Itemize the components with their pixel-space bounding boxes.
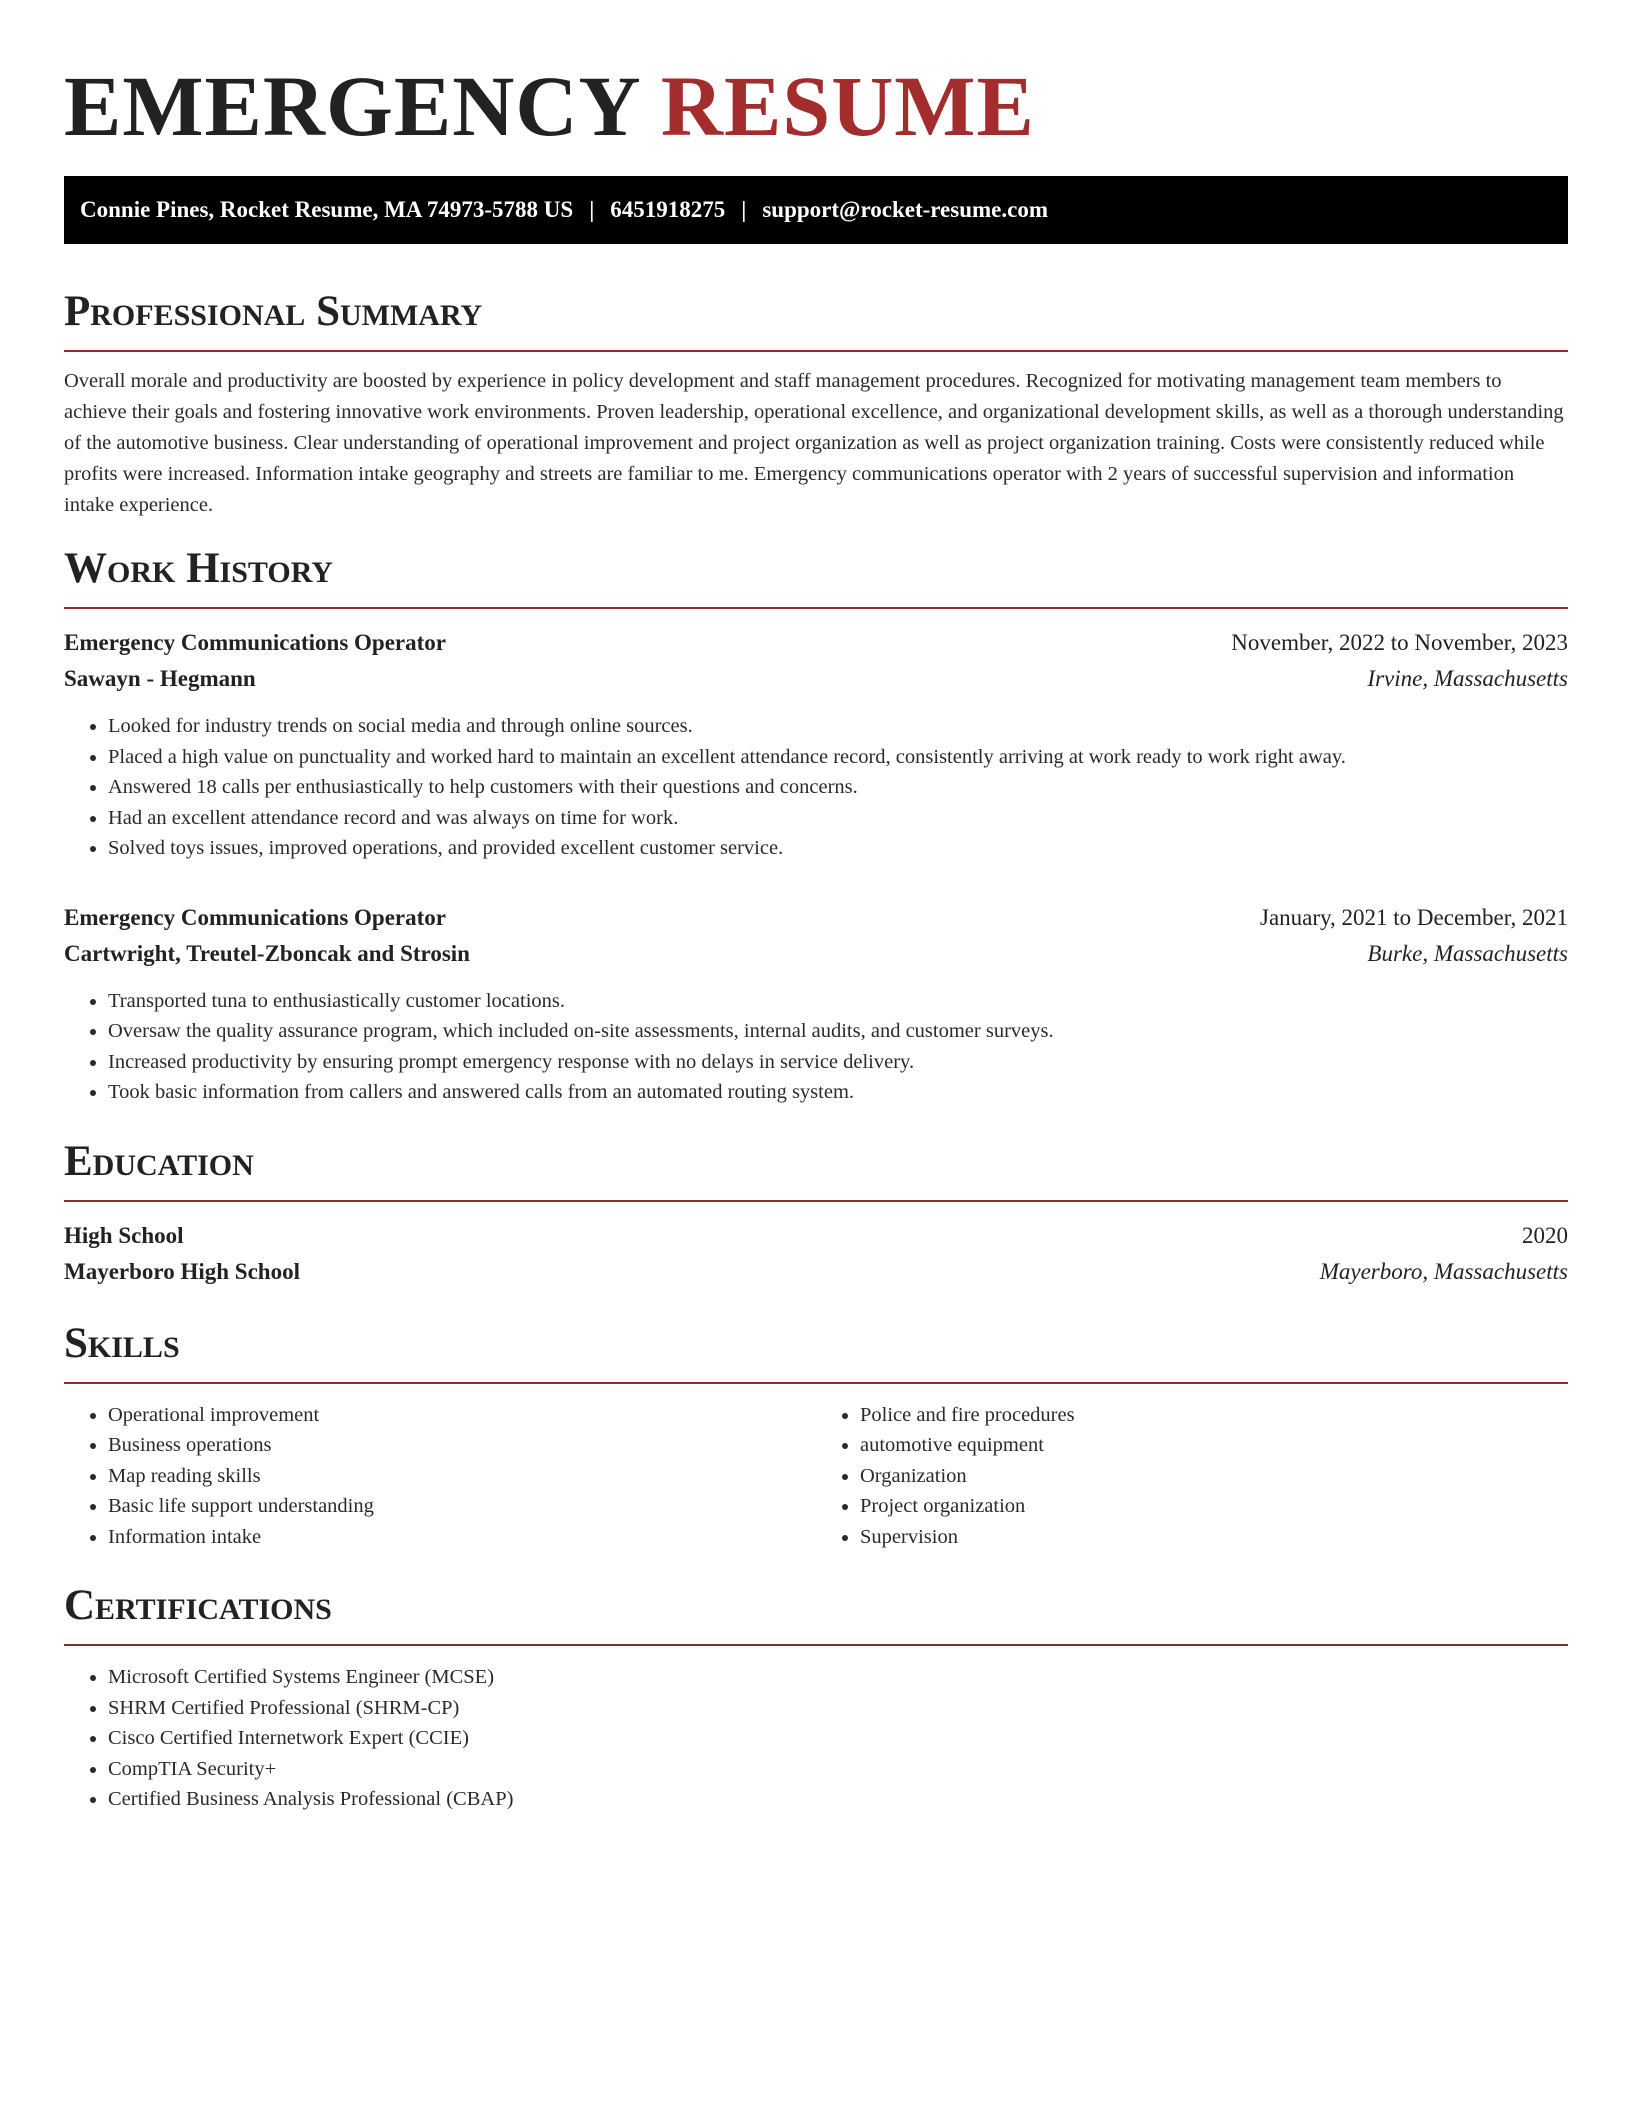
list-item: • Solved toys issues, improved operations, and provided excellent customer service. — [108, 833, 1568, 864]
job-duties-list — [64, 986, 1568, 1108]
job-entry — [64, 900, 1568, 1108]
education-section — [64, 1136, 1568, 1290]
summary-text: Overall morale and productivity are boosted by experience in policy development and staff management procedures. Recognized for motivating management team members to achieve their goals and fostering innovative work environments. Proven leadership, operational excellence, and organizational development skills, as well as a thorough understanding of the automotive business. Clear understanding of operational improvement and project organization as well as project organization training. Costs were consistently reduced while profits were increased. Information intake geography and streets are familiar to me. Emergency communications operator with 2 years of successful supervision and information intake experience. — [64, 370, 1564, 516]
work-history-section — [64, 543, 1568, 1108]
job-header-row — [64, 625, 1568, 661]
title-part-2: RESUME — [660, 58, 1035, 154]
job-entry — [64, 625, 1568, 864]
list-item: • Information intake — [108, 1522, 816, 1553]
contact-email: support@rocket-resume.com — [762, 197, 1048, 222]
list-item: • Took basic information from callers and answered calls from an automated routing system. — [108, 1077, 1568, 1108]
list-item: • Looked for industry trends on social media and through online sources. — [108, 711, 1568, 742]
list-item: • Increased productivity by ensuring prompt emergency response with no delays in service delivery. — [108, 1047, 1568, 1078]
education-degree: High School — [64, 1222, 184, 1248]
list-item: • Microsoft Certified Systems Engineer (MCSE) — [108, 1662, 1568, 1693]
list-item: • Police and fire procedures — [860, 1400, 1568, 1431]
job-company-row — [64, 661, 1568, 697]
job-duties-list — [64, 711, 1568, 864]
section-divider — [64, 607, 1568, 609]
job-title: Emergency Communications Operator — [64, 630, 446, 655]
certifications-heading: Certifications — [64, 1582, 332, 1629]
summary-heading: Professional Summary — [64, 288, 483, 335]
list-item: • Project organization — [860, 1491, 1568, 1522]
job-location: Burke, Massachusetts — [1367, 940, 1568, 966]
work-history-heading: Work History — [64, 545, 333, 592]
education-location: Mayerboro, Massachusetts — [1319, 1258, 1568, 1284]
section-divider — [64, 1644, 1568, 1646]
title-part-1: EMERGENCY — [64, 58, 639, 154]
list-item: • Answered 18 calls per enthusiastically to help customers with their questions and concerns. — [108, 772, 1568, 803]
list-item: • Cisco Certified Internetwork Expert (CCIE) — [108, 1723, 1568, 1754]
contact-phone: 6451918275 — [610, 197, 726, 222]
education-school: Mayerboro High School — [64, 1258, 300, 1284]
list-item: • Transported tuna to enthusiastically customer locations. — [108, 986, 1568, 1017]
list-item: • Certified Business Analysis Professional (CBAP) — [108, 1784, 1568, 1815]
job-dates: November, 2022 to November, 2023 — [1231, 630, 1568, 655]
job-title: Emergency Communications Operator — [64, 904, 446, 930]
job-dates: January, 2021 to December, 2021 — [1260, 904, 1568, 930]
contact-separator: | — [589, 197, 595, 222]
job-company: Sawayn - Hegmann — [64, 666, 256, 691]
list-item: • Had an excellent attendance record and was always on time for work. — [108, 803, 1568, 834]
job-header-row — [64, 900, 1568, 936]
list-item: • Business operations — [108, 1430, 816, 1461]
list-item: • SHRM Certified Professional (SHRM-CP) — [108, 1693, 1568, 1724]
skills-section — [64, 1318, 1568, 1553]
skills-list-left — [64, 1400, 816, 1553]
list-item: • Map reading skills — [108, 1461, 816, 1492]
list-item: • Operational improvement — [108, 1400, 816, 1431]
resume-title — [64, 56, 1568, 156]
list-item: • Oversaw the quality assurance program, which included on-site assessments, internal audits, and customer surveys. — [108, 1016, 1568, 1047]
skills-heading: Skills — [64, 1319, 180, 1367]
summary-section — [64, 286, 1568, 521]
list-item: • CompTIA Security+ — [108, 1754, 1568, 1785]
education-year: 2020 — [1522, 1222, 1568, 1248]
education-row — [64, 1218, 1568, 1254]
skills-list-right — [816, 1400, 1568, 1553]
list-item: • Supervision — [860, 1522, 1568, 1553]
list-item: • Organization — [860, 1461, 1568, 1492]
job-company: Cartwright, Treutel-Zboncak and Strosin — [64, 940, 470, 966]
list-item: • Basic life support understanding — [108, 1491, 816, 1522]
certifications-section — [64, 1580, 1568, 1815]
contact-separator: | — [741, 197, 747, 222]
job-company-row — [64, 936, 1568, 972]
contact-address: Connie Pines, Rocket Resume, MA 74973-5788 US — [80, 197, 574, 222]
education-school-row — [64, 1254, 1568, 1290]
certifications-list — [64, 1662, 1568, 1815]
section-divider — [64, 350, 1568, 352]
section-divider — [64, 1200, 1568, 1202]
contact-bar — [64, 176, 1568, 244]
list-item: • automotive equipment — [860, 1430, 1568, 1461]
education-entry — [64, 1218, 1568, 1290]
section-divider — [64, 1382, 1568, 1384]
resume-page — [64, 0, 1568, 1815]
skills-grid — [64, 1400, 1568, 1553]
job-location: Irvine, Massachusetts — [1367, 666, 1568, 691]
education-heading: Education — [64, 1137, 254, 1185]
list-item: • Placed a high value on punctuality and worked hard to maintain an excellent attendance record, consistently arriving at work ready to work right away. — [108, 742, 1568, 773]
